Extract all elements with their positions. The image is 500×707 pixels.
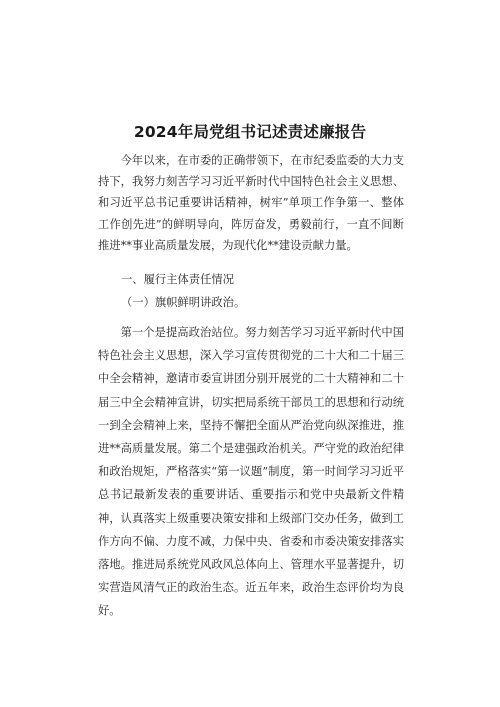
body-paragraph: 第一个是提高政治站位。努力刻苦学习习近平新时代中国特色社会主义思想，深入学习宣传贯彻党的二十大和二十届三中全会精神，邀请市委宣讲团分别开展党的二十大精神和二十届三中全会精神宣讲，切实把局系统干部员工的思想和行动统一到全会精神上来，坚持不懈把全面从严治党向纵深推进，推进**高质量发展。第二个是建强政治机关。严守党的政治纪律和政治规矩，严格落实“第一议题”制度，第一时间学习习近平总书记最新发表的重要讲话、重要指示和党中央最新文件精神，认真落实上级重要决策安排和上级部门交办任务，做到工作方向不偏、力度不减，力保中央、省委和市委决策安排落实落地。推进局系统党风政风总体向上、管理水平显著提升，切实营造风清气正的政治生态。近五年来，政治生态评价均为良好。	[98, 326, 404, 618]
document-title: 2024年局党组书记述责述廉报告	[133, 123, 367, 141]
intro-paragraph: 今年以来，在市委的正确带领下，在市纪委监委的大力支持下，我努力刻苦学习习近平新时代中国特色社会主义思想、和习近平总书记重要讲话精神，树牢”单项工作争第一、整体工作创先进”的鲜明导向，阵厉奋发，勇毅前行，一直不间断推进**事业高质量发展，为现代化**建设贡献力量。	[98, 154, 404, 252]
section-heading: 一、履行主体责任情况	[121, 273, 234, 286]
subsection-heading: （一）旗帜鲜明讲政治。	[121, 296, 246, 309]
